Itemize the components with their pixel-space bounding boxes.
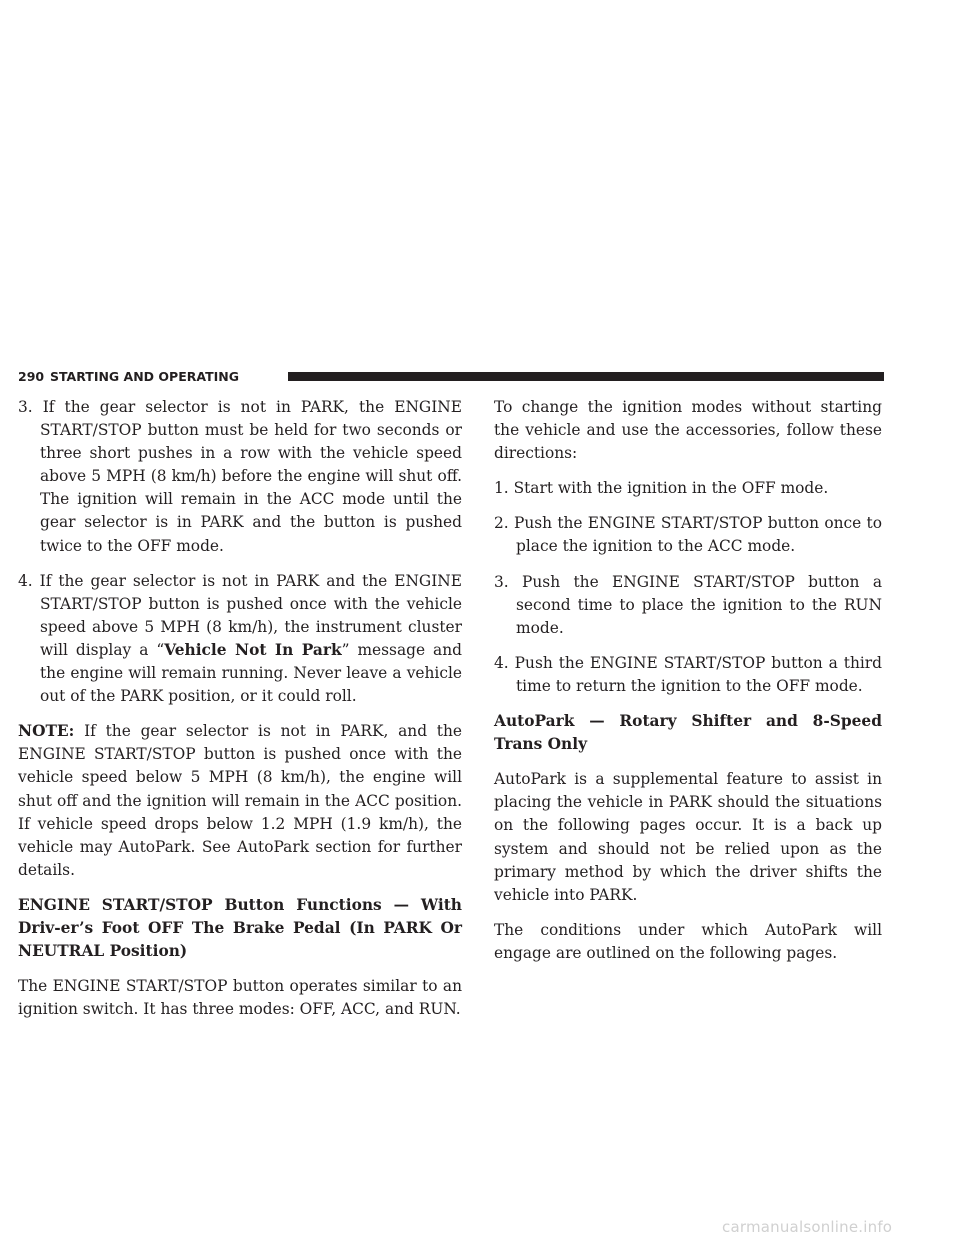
paragraph-intro: To change the ignition modes without starting the vehicle and use the accessories, follow these directions:	[494, 398, 882, 463]
step-item: 2. Push the ENGINE START/STOP button once to place the ignition to the ACC mode.	[494, 514, 882, 556]
paragraph-autopark-description: AutoPark is a supplemental feature to assist in placing the vehicle in PARK should the situations on the following pages occur. It is a back up system and should not be relied upon as the primary method by which the driver shifts the vehicle into PARK.	[494, 770, 882, 904]
section-heading-start-stop: ENGINE START/STOP Button Functions — With Driv-er’s Foot OFF The Brake Pedal (In PARK Or NEUTRAL Position)	[18, 895, 462, 961]
right-column	[494, 396, 882, 977]
note-text: If the gear selector is not in PARK, and the ENGINE START/STOP button is pushed once with the vehicle speed below 5 MPH (8 km/h), the engine will shut off and the ignition will remain in the ACC position. If vehicle speed drops below 1.2 MPH (1.9 km/h), the vehicle may AutoPark. See AutoPark section for further details.	[18, 722, 462, 879]
list-item-4-text-after: ” message and the engine will remain running. Never leave a vehicle out of the PARK position, or it could roll.	[40, 640, 462, 706]
page-number: 290	[18, 369, 45, 384]
paragraph-autopark-conditions: The conditions under which AutoPark will engage are outlined on the following pages.	[494, 920, 882, 962]
list-item-4	[18, 570, 462, 709]
note-paragraph	[18, 720, 462, 882]
paragraph-ignition-modes: The ENGINE START/STOP button operates similar to an ignition switch. It has three modes: OFF, ACC, and RUN.	[18, 977, 462, 1019]
list-item-3: 3. If the gear selector is not in PARK, the ENGINE START/STOP button must be held for two seconds or three short pushes in a row with the vehicle speed above 5 MPH (8 km/h) before the engine will shut off. The ignition will remain in the ACC mode until the gear selector is in PARK and the button is pushed twice to the OFF mode.	[18, 398, 462, 555]
step-item: 1. Start with the ignition in the OFF mode.	[494, 479, 829, 498]
step-item: 3. Push the ENGINE START/STOP button a second time to place the ignition to the RUN mode.	[494, 572, 882, 637]
left-column	[18, 396, 462, 1033]
note-label: NOTE:	[18, 722, 75, 741]
section-title: STARTING AND OPERATING	[50, 369, 239, 384]
watermark-text: carmanualsonline.info	[722, 1218, 893, 1236]
page-header	[18, 370, 884, 384]
step-item: 4. Push the ENGINE START/STOP button a third time to return the ignition to the OFF mode.	[494, 653, 882, 695]
list-item-4-text-before: 4. If the gear selector is not in PARK and the ENGINE START/STOP button is pushed once with the vehicle speed above 5 MPH (8 km/h), the instrument cluster will display a “	[18, 571, 462, 659]
section-heading-autopark: AutoPark — Rotary Shifter and 8-Speed Trans Only	[494, 712, 882, 754]
header-rule	[288, 372, 884, 381]
vehicle-not-in-park-message: Vehicle Not In Park	[164, 640, 342, 659]
